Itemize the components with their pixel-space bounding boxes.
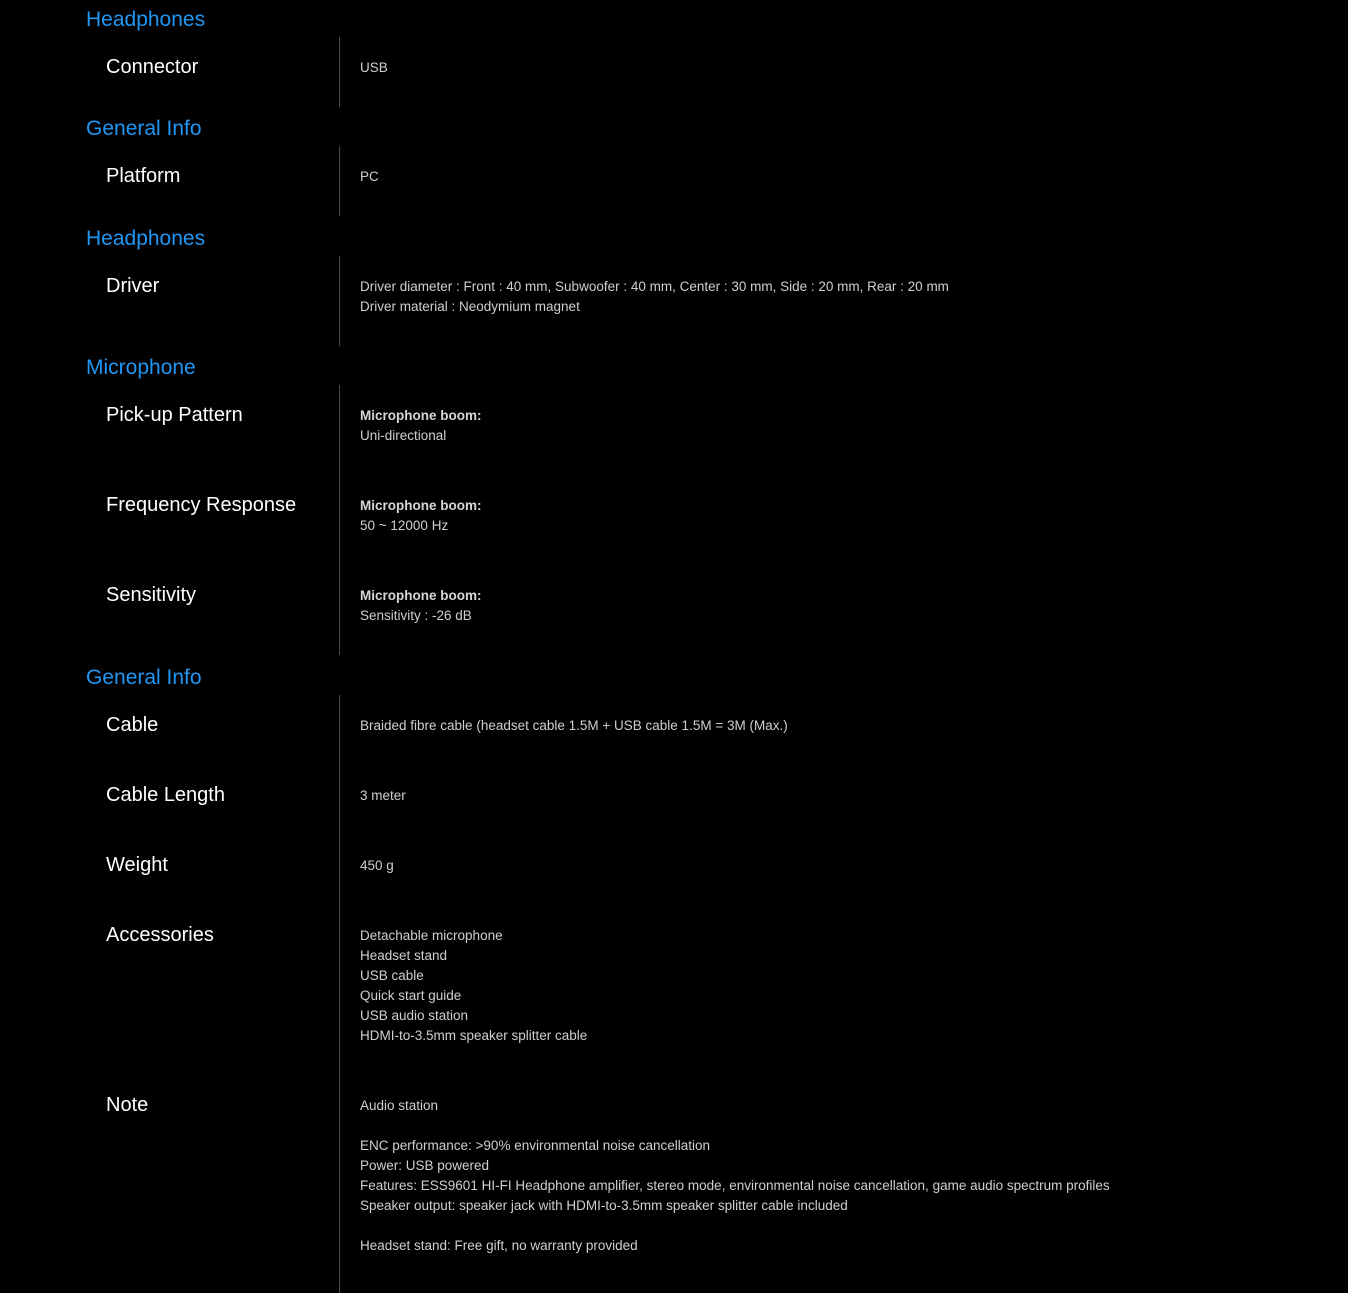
spec-rows: [0, 37, 1348, 107]
spec-value-line: Headset stand: [360, 948, 448, 963]
spec-value-line: Sensitivity : -26 dB: [360, 608, 472, 623]
spec-value-line: Braided fibre cable (headset cable 1.5M + USB cable 1.5M = 3M (Max.): [360, 718, 788, 733]
spec-label: Driver: [106, 275, 160, 297]
section-title: Headphones: [86, 227, 206, 250]
spec-label: Weight: [106, 854, 168, 876]
spec-value-line: 3 meter: [360, 788, 406, 803]
spec-value: [360, 856, 394, 876]
spec-label: Sensitivity: [106, 584, 197, 606]
spec-value-line: Headset stand: Free gift, no warranty provided: [360, 1238, 638, 1253]
spec-label: Note: [106, 1094, 149, 1116]
spec-value: [360, 277, 949, 317]
spec-row-connector: [0, 37, 1348, 107]
section-title: General Info: [86, 666, 202, 689]
spec-row-pick-up-pattern: [0, 385, 1348, 475]
spec-value: [360, 58, 388, 78]
spec-value-line: [360, 1216, 1110, 1236]
spec-rows: [0, 146, 1348, 216]
spec-value-line: Power: USB powered: [360, 1158, 490, 1173]
spec-value: [360, 496, 482, 536]
spec-label: Platform: [106, 165, 181, 187]
spec-value-line: PC: [360, 169, 379, 184]
spec-value-line: Detachable microphone: [360, 928, 503, 943]
spec-label: Accessories: [106, 924, 214, 946]
spec-row-sensitivity: [0, 565, 1348, 655]
spec-value-line: Audio station: [360, 1098, 439, 1113]
spec-value: [360, 1096, 1110, 1256]
spec-row-platform: [0, 146, 1348, 216]
spec-row-driver: [0, 256, 1348, 346]
spec-value-line: USB cable: [360, 968, 424, 983]
spec-value-line: Uni-directional: [360, 428, 447, 443]
spec-rows: [0, 385, 1348, 655]
spec-rows: [0, 695, 1348, 1293]
spec-row-cable: [0, 695, 1348, 765]
spec-value-line: USB audio station: [360, 1008, 469, 1023]
spec-value-line: USB: [360, 60, 388, 75]
spec-value-line: Features: ESS9601 HI-FI Headphone amplifier, stereo mode, environmental noise cancellation, game audio spectrum profiles: [360, 1178, 1110, 1193]
spec-value: [360, 786, 406, 806]
spec-rows: [0, 256, 1348, 346]
spec-value: [360, 167, 379, 187]
spec-value-heading: Microphone boom:: [360, 588, 482, 603]
spec-value: [360, 716, 788, 736]
spec-label: Cable: [106, 714, 159, 736]
spec-value-line: HDMI-to-3.5mm speaker splitter cable: [360, 1028, 588, 1043]
spec-label: Frequency Response: [106, 494, 297, 516]
spec-row-frequency-response: [0, 475, 1348, 565]
spec-label: Cable Length: [106, 784, 225, 806]
spec-row-cable-length: [0, 765, 1348, 835]
spec-value-line: Driver material : Neodymium magnet: [360, 299, 580, 314]
spec-value-heading: Microphone boom:: [360, 408, 482, 423]
spec-value-line: Driver diameter : Front : 40 mm, Subwoofer : 40 mm, Center : 30 mm, Side : 20 mm, Rear : 20 mm: [360, 279, 949, 294]
spec-row-weight: [0, 835, 1348, 905]
spec-value-line: Speaker output: speaker jack with HDMI-to-3.5mm speaker splitter cable included: [360, 1198, 848, 1213]
spec-value: [360, 926, 587, 1046]
section-title: General Info: [86, 117, 202, 140]
section-title: Headphones: [86, 8, 206, 31]
spec-value-line: Quick start guide: [360, 988, 462, 1003]
section-title: Microphone: [86, 356, 196, 379]
spec-value: [360, 586, 482, 626]
spec-value-line: 50 ~ 12000 Hz: [360, 518, 449, 533]
spec-value-line: 450 g: [360, 858, 394, 873]
spec-row-note: [0, 1075, 1348, 1293]
spec-label: Pick-up Pattern: [106, 404, 243, 426]
spec-value-heading: Microphone boom:: [360, 498, 482, 513]
spec-row-accessories: [0, 905, 1348, 1075]
spec-value: [360, 406, 482, 446]
spec-label: Connector: [106, 56, 199, 78]
spec-value-line: ENC performance: >90% environmental noise cancellation: [360, 1138, 711, 1153]
spec-value-line: [360, 1116, 1110, 1136]
